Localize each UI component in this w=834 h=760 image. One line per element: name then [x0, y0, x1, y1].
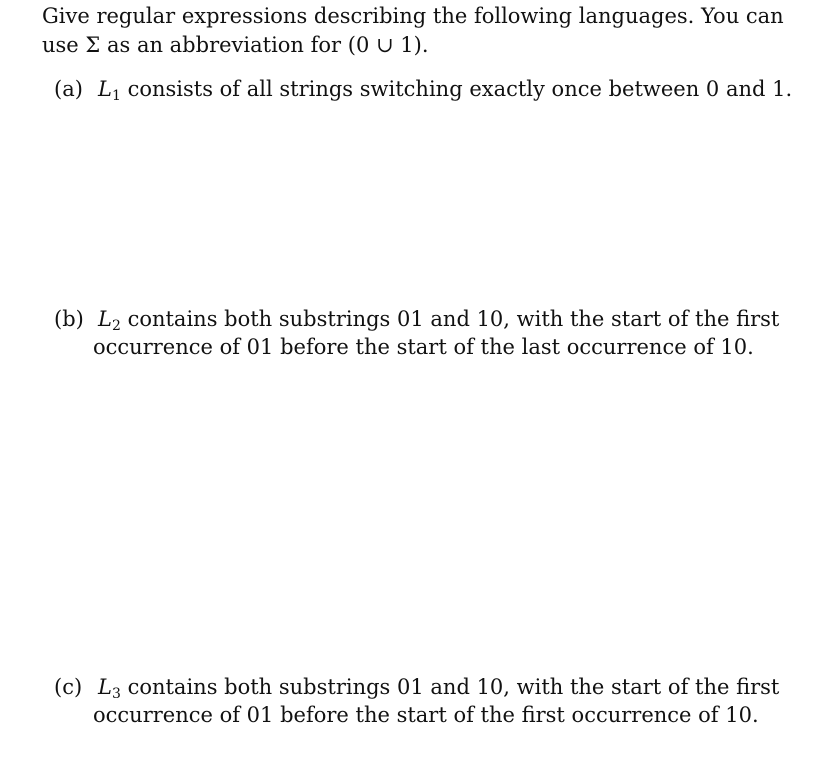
part-c-variable: L	[98, 675, 112, 699]
part-c-label: (c)	[54, 675, 83, 699]
part-c-subscript: 3	[111, 686, 121, 702]
part-c-continuation	[93, 701, 759, 729]
part-b-continuation	[93, 333, 754, 361]
intro-text-2a: use	[42, 33, 79, 57]
intro-line-1	[42, 2, 784, 30]
part-b	[54, 305, 779, 333]
part-b-text-1: contains both substrings 01 and 10, with the start of the first	[127, 307, 780, 331]
part-a-variable: L	[98, 77, 112, 101]
part-b-variable: L	[98, 307, 112, 331]
intro-line-2	[42, 31, 429, 59]
part-a-label: (a)	[54, 77, 83, 101]
part-c-text-2: occurrence of 01 before the start of the first occurrence of 10.	[93, 703, 759, 727]
part-c	[54, 673, 779, 701]
sigma-symbol: Σ	[85, 33, 101, 57]
intro-text-2b: as an abbreviation for (0 ∪ 1).	[106, 33, 429, 57]
part-b-text-2: occurrence of 01 before the start of the last occurrence of 10.	[93, 335, 754, 359]
part-c-text-1: contains both substrings 01 and 10, with the start of the first	[127, 675, 780, 699]
part-a-text: consists of all strings switching exactly once between 0 and 1.	[127, 77, 793, 101]
part-b-label: (b)	[54, 307, 84, 331]
part-b-subscript: 2	[111, 318, 121, 334]
part-a-subscript: 1	[111, 88, 121, 104]
part-a	[54, 75, 792, 103]
intro-text-1: Give regular expressions describing the following languages. You can	[42, 4, 784, 28]
